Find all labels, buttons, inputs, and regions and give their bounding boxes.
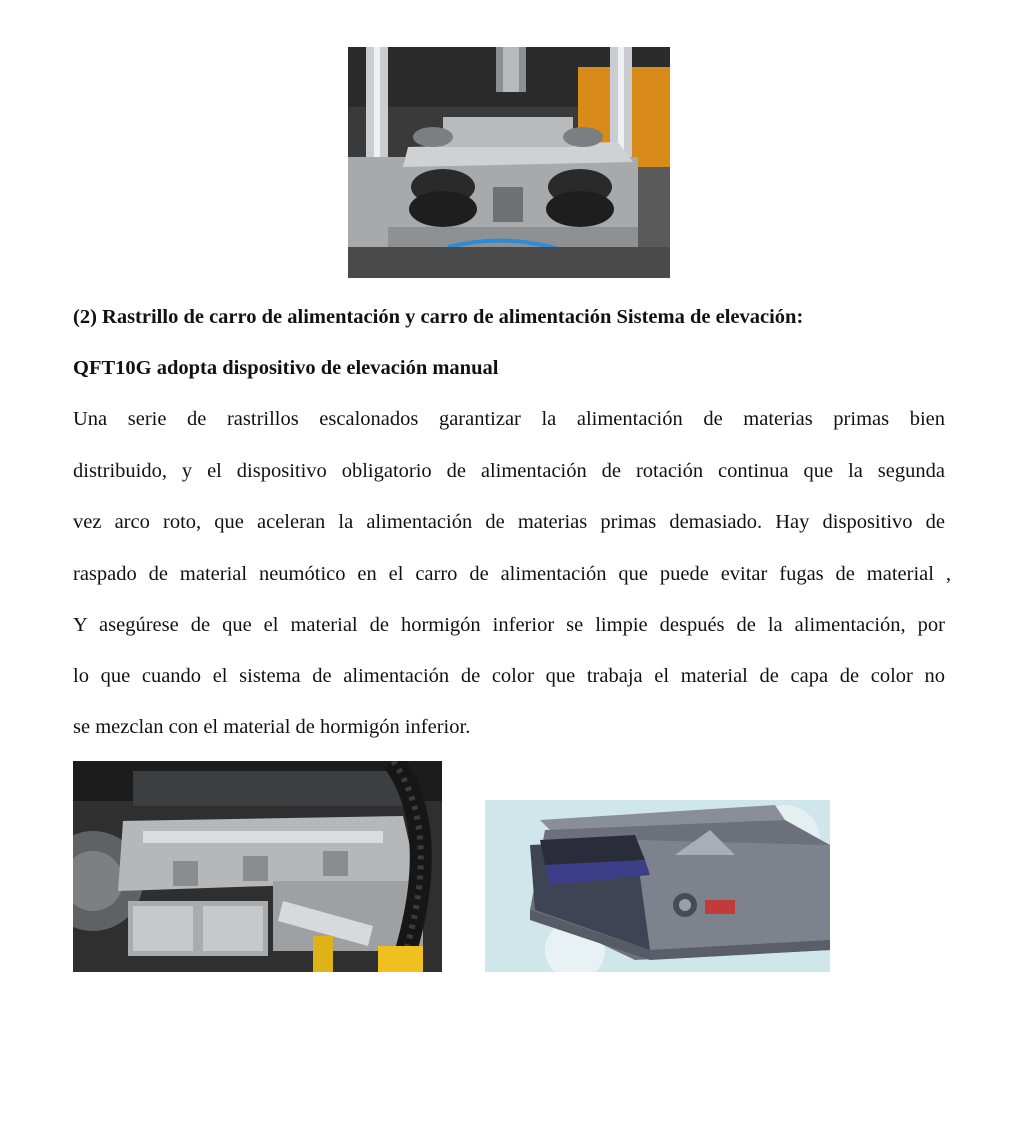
paragraph-line: distribuido, y el dispositivo obligatorio de alimentación de rotación continua que la segunda (73, 460, 945, 482)
rake-assembly-photo (73, 761, 442, 972)
paragraph-line: raspado de material neumótico en el carro de alimentación que puede evitar fugas de material , (73, 563, 951, 585)
paragraph-line: se mezclan con el material de hormigón inferior. (73, 716, 471, 738)
feeding-cart-3d-model (485, 800, 830, 972)
paragraph-line: Y asegúrese de que el material de hormigón inferior se limpie después de la alimentación, por (73, 614, 945, 636)
section-subheading: QFT10G adopta dispositivo de elevación manual (73, 357, 499, 379)
section-heading: (2) Rastrillo de carro de alimentación y carro de alimentación Sistema de elevación: (73, 306, 804, 328)
paragraph-line: Una serie de rastrillos escalonados garantizar la alimentación de materias primas bien (73, 408, 945, 430)
lifting-system-photo (348, 47, 670, 278)
paragraph-line: vez arco roto, que aceleran la alimentación de materias primas demasiado. Hay dispositivo de (73, 511, 945, 533)
paragraph-line: lo que cuando el sistema de alimentación de color que trabaja el material de capa de color no (73, 665, 945, 687)
